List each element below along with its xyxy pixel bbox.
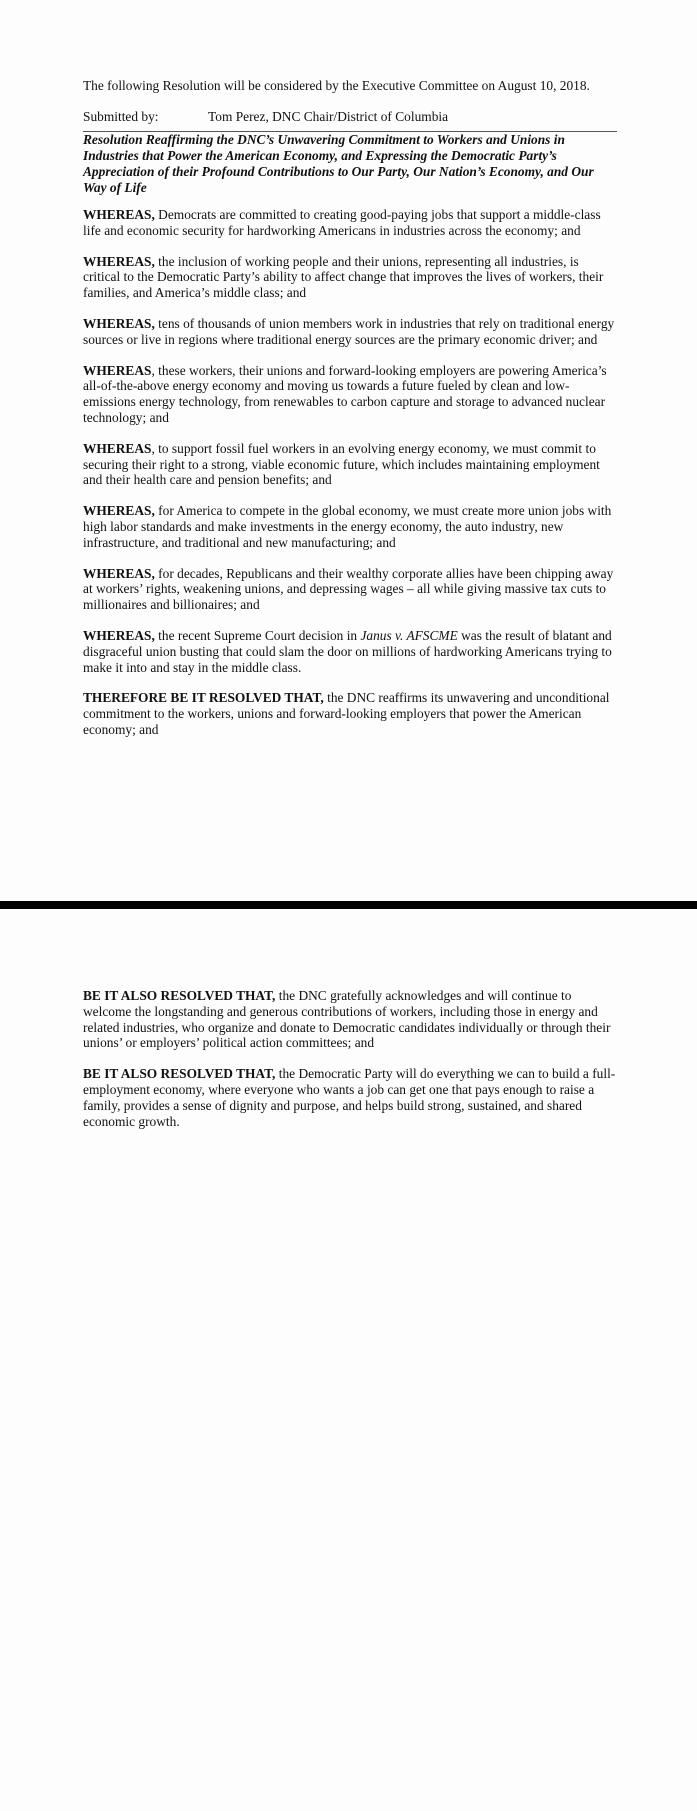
- paragraph-text: the Democratic Party will do everything we can to build a full-employment economy, where everyone who wants a job can get one that pays enough to raise a family, provides a sense of dignity and purpose, and helps build strong, sustained, and shared economic growth.: [83, 1066, 616, 1129]
- resolved-paragraph: [83, 690, 617, 737]
- whereas-paragraph: [83, 441, 617, 488]
- paragraph-keyword: WHEREAS,: [83, 207, 155, 222]
- whereas-janus-paragraph: [83, 628, 617, 675]
- whereas-paragraph: [83, 566, 617, 613]
- paragraph-text: the inclusion of working people and their unions, representing all industries, is critical to the Democratic Party’s ability to affect change that improves the lives of workers, their families, and America’s middle class; and: [83, 253, 604, 301]
- paragraph-keyword: BE IT ALSO RESOLVED THAT,: [83, 1066, 276, 1082]
- page-1: [83, 78, 617, 753]
- paragraph-text: for decades, Republicans and their wealthy corporate allies have been chipping away at workers’ rights, weakening unions, and depressing wages – all while giving massive tax cuts to millionaires and billionaires; and: [83, 565, 614, 613]
- paragraph-keyword: WHEREAS,: [83, 627, 155, 643]
- also-resolved-paragraph: [83, 1066, 617, 1129]
- resolution-title: Resolution Reaffirming the DNC’s Unwavering Commitment to Workers and Unions in Industries that Power the American Economy, and Expressing the Democratic Party’s Appreciation of their Profound Contributions to Our Party, Our Nation’s Economy, and Our Way of Life: [83, 132, 594, 195]
- page-break-divider: [0, 901, 697, 909]
- paragraph-text: was the result of blatant and disgraceful union busting that could slam the door on millions of hardworking Americans trying to make it into and stay in the middle class.: [83, 627, 612, 675]
- paragraph-keyword: WHEREAS: [83, 440, 152, 456]
- whereas-paragraph: [83, 254, 617, 301]
- paragraph-text: the DNC reaffirms its unwavering and unconditional commitment to the workers, unions and forward-looking employers that power the American economy; and: [83, 690, 610, 737]
- paragraph-text: the DNC gratefully acknowledges and will continue to welcome the longstanding and generous contributions of workers, including those in energy and related industries, who organize and donate to Democratic candidates individually or through their unions’ or employers’ political action committees; and: [83, 988, 611, 1051]
- intro-line: The following Resolution will be considered by the Executive Committee on August 10, 2018.: [83, 78, 590, 93]
- paragraph-text: tens of thousands of union members work in industries that rely on traditional energy sources or live in regions where traditional energy sources are the primary economic driver; and: [83, 315, 615, 347]
- submitted-by-label: Submitted by:: [83, 109, 159, 124]
- whereas-paragraph: [83, 316, 617, 348]
- whereas-paragraph: [83, 363, 617, 426]
- paragraph-text: , these workers, their unions and forward-looking employers are powering America’s all-of-the-above energy economy and moving us towards a future fueled by clean and low-emissions energy technology, from renewables to carbon capture and storage to advanced nuclear technology; and: [83, 362, 607, 425]
- page-2: [83, 988, 617, 1144]
- paragraph-text: for America to compete in the global economy, we must create more union jobs with high labor standards and make investments in the energy economy, the auto industry, new infrastructure, and traditional and new manufacturing; and: [83, 503, 612, 550]
- whereas-paragraph: [83, 207, 617, 239]
- paragraph-keyword: WHEREAS,: [83, 503, 155, 519]
- whereas-paragraph: [83, 503, 617, 550]
- paragraph-text: , to support fossil fuel workers in an evolving energy economy, we must commit to securing their right to a strong, viable economic future, which includes maintaining employment and their health care and pension benefits; and: [83, 440, 600, 488]
- paragraph-keyword: WHEREAS,: [83, 315, 155, 331]
- paragraph-keyword: WHEREAS: [83, 362, 152, 378]
- paragraph-keyword: WHEREAS,: [83, 253, 155, 269]
- also-resolved-paragraph: [83, 988, 617, 1051]
- paragraph-keyword: WHEREAS,: [83, 565, 155, 581]
- paragraph-keyword: THEREFORE BE IT RESOLVED THAT,: [83, 690, 324, 706]
- paragraph-text: Democrats are committed to creating good-paying jobs that support a middle-class life and economic security for hardworking Americans in industries across the economy; and: [83, 207, 601, 238]
- submitted-by-line: [83, 109, 617, 125]
- paragraph-text: the recent Supreme Court decision in: [154, 627, 361, 643]
- case-name: Janus v. AFSCME: [360, 627, 458, 643]
- submitted-by-value: Tom Perez, DNC Chair/District of Columbia: [208, 109, 449, 124]
- paragraph-keyword: BE IT ALSO RESOLVED THAT,: [83, 988, 276, 1003]
